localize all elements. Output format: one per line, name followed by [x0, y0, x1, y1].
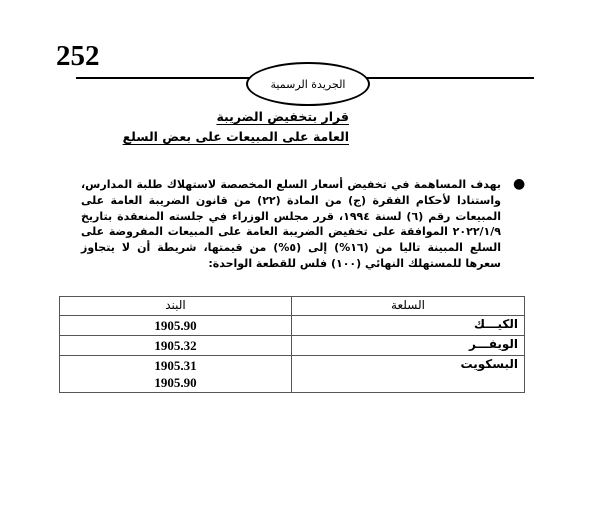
code-value: 1905.31	[154, 358, 197, 373]
table-header-row	[60, 297, 525, 316]
code-value: 1905.90	[154, 375, 197, 390]
column-header-item: السلعة	[292, 297, 525, 316]
decision-title	[49, 107, 349, 147]
code-value: 1905.32	[154, 338, 197, 353]
item-cell: الويفـــر	[292, 336, 525, 356]
decision-title-line-1: قرار بتخفيض الضريبة	[216, 109, 349, 124]
code-cell	[60, 336, 292, 356]
decision-title-line-2: العامة على المبيعات على بعض السلع	[122, 129, 349, 144]
table-row	[60, 336, 525, 356]
gazette-name-oval	[246, 62, 370, 106]
table-row	[60, 356, 525, 393]
code-cell	[60, 356, 292, 393]
table-row	[60, 316, 525, 336]
code-value: 1905.90	[154, 318, 197, 333]
item-cell: البسكويت	[292, 356, 525, 393]
column-header-code: البند	[60, 297, 292, 316]
body-paragraph: بهدف المساهمة في تخفيض أسعار السلع المخصصة لاستهلاك طلبة المدارس، واستنادا لأحكام الفقرة (ج) من المادة (٢٢) من قانون الضريبة العامة على المبيعات رقم (٦) لسنة ١٩٩٤، قرر مجلس الوزراء في جلسته المنعقدة بتاريخ ٢٠٢٢/١/٩ الموافقة على تخفيض الضريبة العامة على المبيعات المفروضة على السلع المبينة تاليا من (١٦%) إلى (٥%) من قيمتها، شريطة أن لا يتجاوز سعرها للمستهلك النهائي (١٠٠) فلس للقطعة الواحدة:	[81, 178, 502, 270]
code-cell	[60, 316, 292, 336]
bullet-icon: ●	[513, 176, 526, 192]
gazette-name: الجريدة الرسمية	[270, 77, 346, 91]
goods-table	[59, 296, 525, 393]
item-cell: الكيـــك	[292, 316, 525, 336]
page-number: 252	[56, 40, 100, 72]
